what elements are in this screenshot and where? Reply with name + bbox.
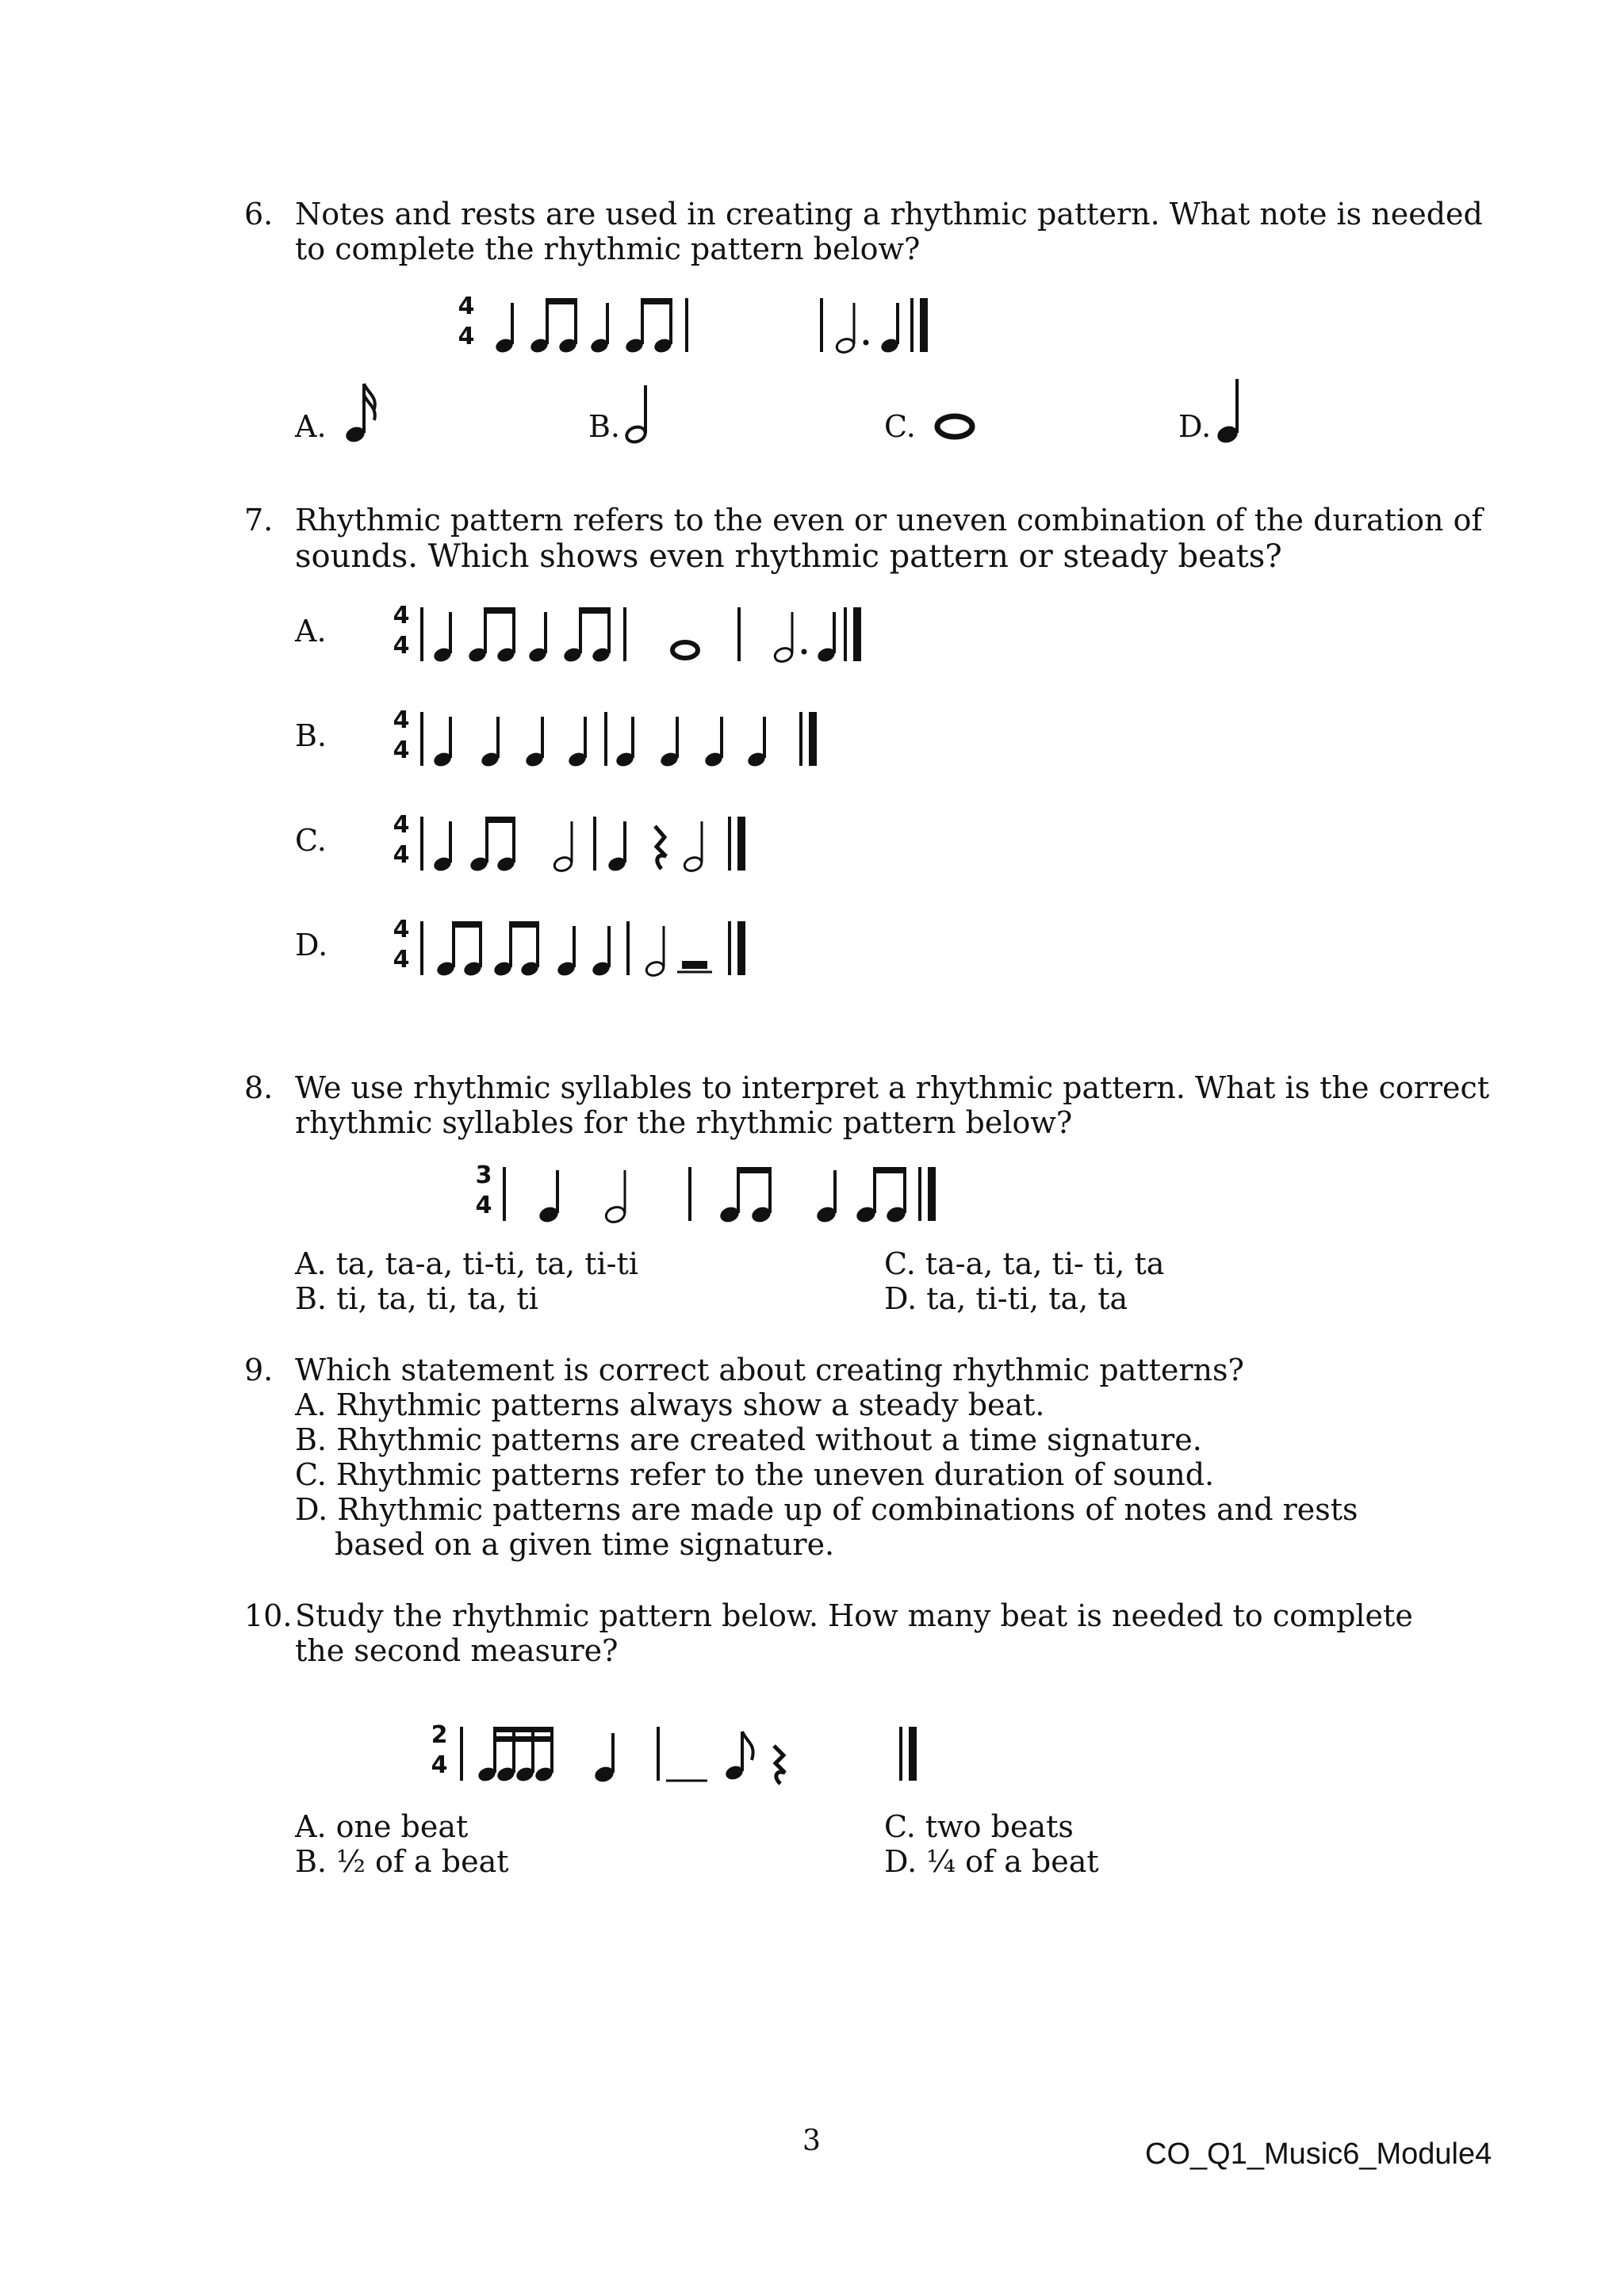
q10-option-c[interactable]: C. two beats <box>884 1809 1074 1844</box>
q8-text-line2: rhythmic syllables for the rhythmic pattern below? <box>295 1105 1073 1140</box>
q9-option-c[interactable]: C. Rhythmic patterns refer to the uneven duration of sound. <box>295 1457 1215 1492</box>
time-sig-bottom: 4 <box>393 946 410 974</box>
q9-number: 9. <box>244 1353 274 1387</box>
time-sig-top: 4 <box>393 706 410 734</box>
q9-option-a[interactable]: A. Rhythmic patterns always show a steady beat. <box>295 1387 1045 1422</box>
time-sig-top: 4 <box>393 602 410 629</box>
q7-option-d-notation[interactable] <box>387 909 831 988</box>
q7-text-line1: Rhythmic pattern refers to the even or uneven combination of the duration of <box>295 503 1483 538</box>
q7-option-d-label[interactable]: D. <box>295 928 328 962</box>
q8-option-c[interactable]: C. ta-a, ta, ti- ti, ta <box>884 1246 1165 1281</box>
q7-option-b-notation[interactable] <box>387 699 863 779</box>
time-sig-bottom: 4 <box>475 1192 492 1219</box>
time-sig-bottom: 4 <box>393 737 410 764</box>
q9-option-d[interactable]: D. Rhythmic patterns are made up of combinations of notes and rests <box>295 1492 1358 1527</box>
whole-note-icon <box>933 411 980 442</box>
q6-number: 6. <box>244 197 274 232</box>
time-sig-top: 3 <box>475 1161 492 1189</box>
q10-rhythm-notation <box>420 1714 928 1793</box>
time-sig-bottom: 4 <box>431 1751 448 1779</box>
q7-number: 7. <box>244 503 274 538</box>
q7-text-line2: sounds. Which shows even rhythmic pattern or steady beats? <box>295 538 1282 575</box>
q7-option-c-notation[interactable] <box>387 804 831 883</box>
q10-option-b[interactable]: B. ½ of a beat <box>295 1844 509 1879</box>
page-number: 3 <box>802 2125 821 2157</box>
q8-option-a[interactable]: A. ta, ta-a, ti-ti, ta, ti-ti <box>295 1246 638 1281</box>
q8-number: 8. <box>244 1070 274 1105</box>
q6-option-d-label[interactable]: D. <box>1178 409 1212 444</box>
q6-text-line2: to complete the rhythmic pattern below? <box>295 232 921 266</box>
q6-rhythm-notation <box>452 285 975 365</box>
time-sig-bottom: 4 <box>393 841 410 869</box>
q7-option-c-label[interactable]: C. <box>295 823 327 858</box>
half-note-icon <box>622 377 661 449</box>
q9-text-line1: Which statement is correct about creating rhythmic patterns? <box>295 1353 1244 1387</box>
q8-text-line1: We use rhythmic syllables to interpret a rhythmic pattern. What is the correct <box>295 1070 1490 1105</box>
q6-option-a-label[interactable]: A. <box>295 409 327 444</box>
time-sig-top: 2 <box>431 1721 448 1749</box>
q6-option-c-label[interactable]: C. <box>884 409 916 444</box>
q10-number: 10. <box>244 1598 293 1633</box>
q9-option-d-continued: based on a given time signature. <box>335 1527 835 1562</box>
q7-option-a-label[interactable]: A. <box>295 614 327 649</box>
q10-text-line2: the second measure? <box>295 1633 619 1668</box>
q10-text-line1: Study the rhythmic pattern below. How many beat is needed to complete <box>295 1598 1413 1633</box>
q10-option-d[interactable]: D. ¼ of a beat <box>884 1844 1099 1879</box>
q9-option-b[interactable]: B. Rhythmic patterns are created without a time signature. <box>295 1422 1202 1457</box>
q6-text-line1: Notes and rests are used in creating a rhythmic pattern. What note is needed <box>295 197 1483 232</box>
q7-option-a-notation[interactable] <box>387 595 894 674</box>
q8-option-b[interactable]: B. ti, ta, ti, ta, ti <box>295 1281 538 1316</box>
q8-option-d[interactable]: D. ta, ti-ti, ta, ta <box>884 1281 1128 1316</box>
q7-option-b-label[interactable]: B. <box>295 718 327 753</box>
time-sig-bottom: 4 <box>458 323 475 350</box>
time-sig-bottom: 4 <box>393 632 410 660</box>
q8-rhythm-notation <box>460 1154 1063 1234</box>
q6-option-b-label[interactable]: B. <box>588 409 621 444</box>
q10-option-a[interactable]: A. one beat <box>295 1809 469 1844</box>
time-sig-top: 4 <box>393 811 410 839</box>
quarter-note-icon <box>1213 376 1253 449</box>
sixteenth-note-icon <box>341 377 389 449</box>
time-sig-top: 4 <box>393 916 410 943</box>
time-sig-top: 4 <box>458 293 475 320</box>
module-code: CO_Q1_Music6_Module4 <box>1145 2137 1492 2171</box>
